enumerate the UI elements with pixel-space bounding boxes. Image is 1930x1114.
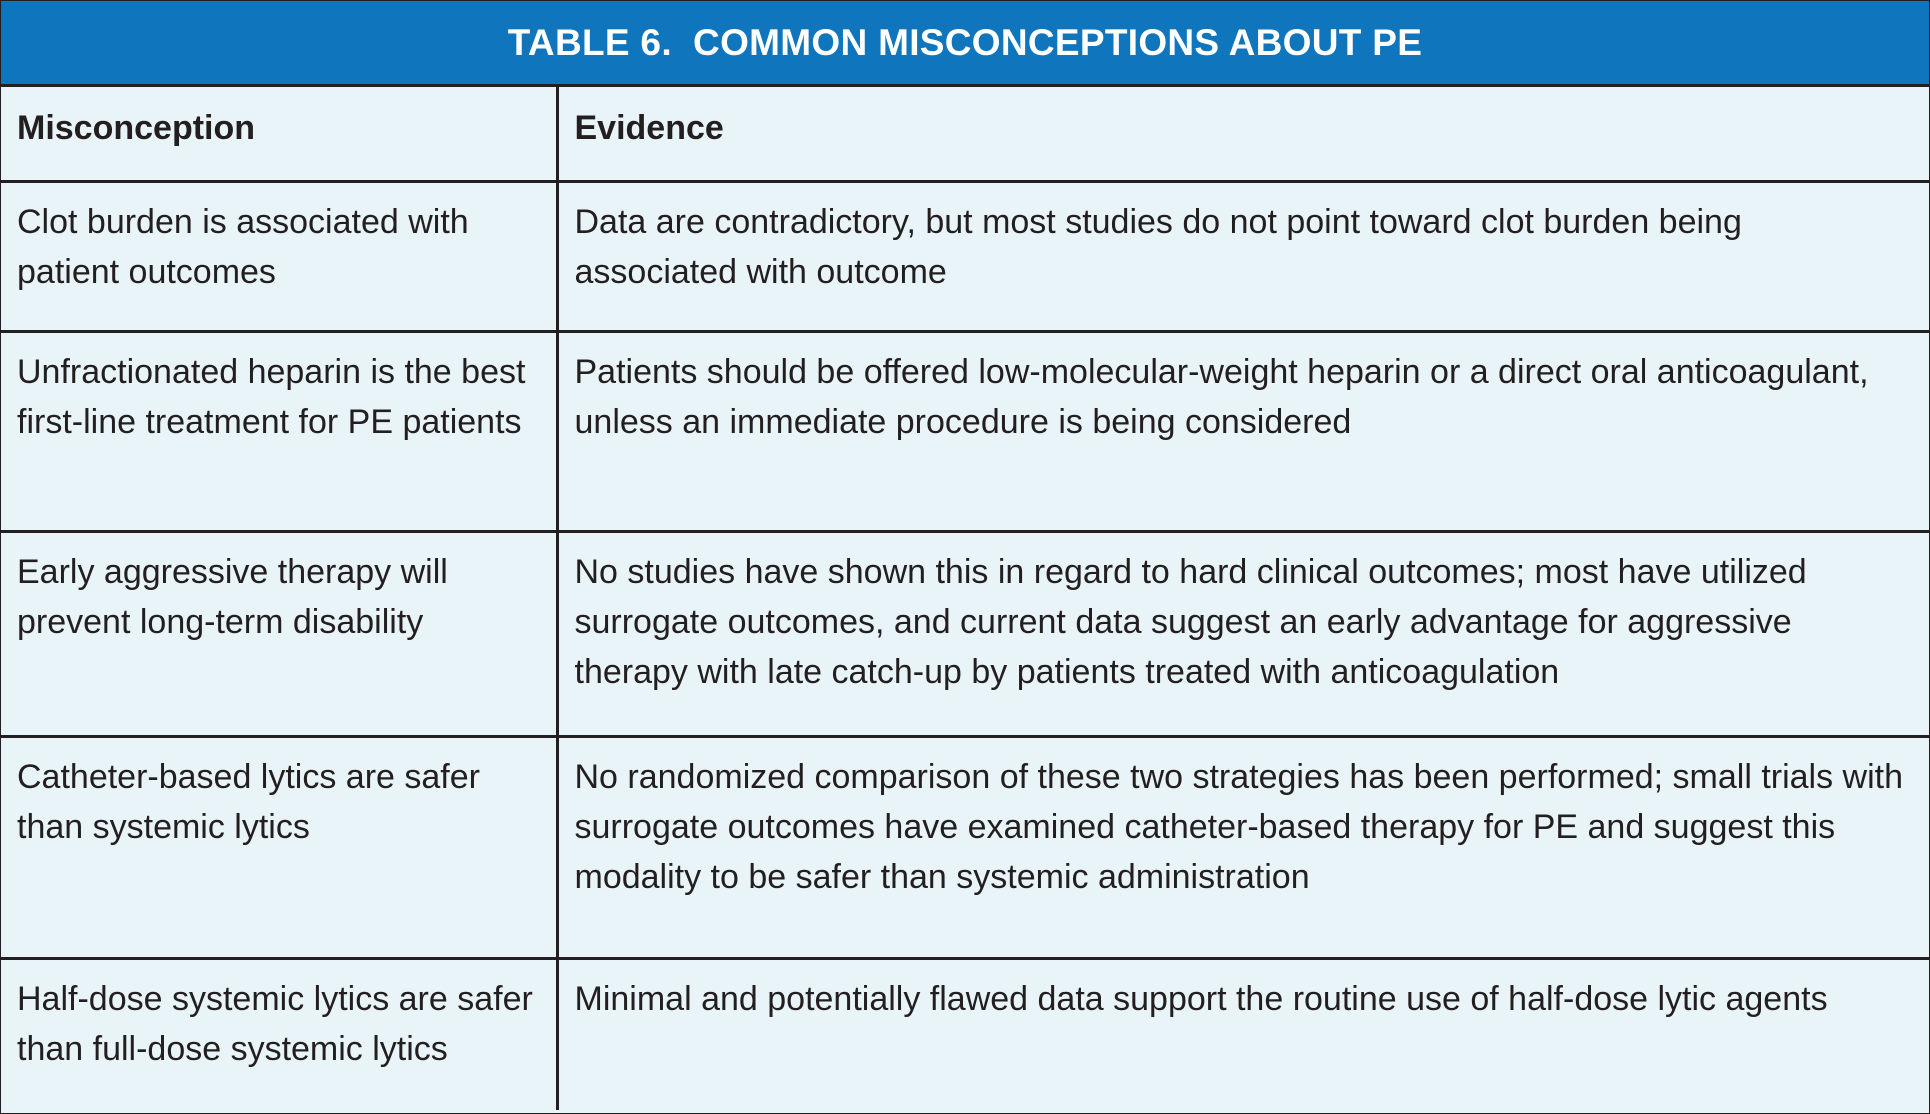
misconception-cell: Unfractionated heparin is the best first-line treatment for PE patients — [1, 331, 557, 531]
evidence-cell: Patients should be offered low-molecular-weight heparin or a direct oral anticoagulant, unless an immediate procedure is being considered — [557, 331, 1929, 531]
misconception-cell: Catheter-based lytics are safer than systemic lytics — [1, 736, 557, 958]
table-title: TABLE 6. COMMON MISCONCEPTIONS ABOUT PE — [507, 21, 1423, 63]
header-row — [1, 87, 1929, 181]
evidence-cell: Data are contradictory, but most studies do not point toward clot burden being associated with outcome — [557, 181, 1929, 331]
column-header-misconception: Misconception — [1, 87, 557, 181]
misconception-cell: Clot burden is associated with patient outcomes — [1, 181, 557, 331]
evidence-cell: Minimal and potentially flawed data support the routine use of half-dose lytic agents — [557, 958, 1929, 1110]
misconception-cell: Half-dose systemic lytics are safer than full-dose systemic lytics — [1, 958, 557, 1110]
table-title-bar — [1, 1, 1929, 87]
misconception-cell: Early aggressive therapy will prevent long-term disability — [1, 531, 557, 736]
evidence-cell: No randomized comparison of these two strategies has been performed; small trials with surrogate outcomes have examined catheter-based therapy for PE and suggest this modality to be safer than systemic administration — [557, 736, 1929, 958]
table-row — [1, 331, 1929, 531]
table-row — [1, 531, 1929, 736]
table-row — [1, 736, 1929, 958]
table-row — [1, 958, 1929, 1110]
column-header-evidence: Evidence — [557, 87, 1929, 181]
misconceptions-grid — [1, 87, 1929, 1110]
table-row — [1, 181, 1929, 331]
evidence-cell: No studies have shown this in regard to hard clinical outcomes; most have utilized surrogate outcomes, and current data suggest an early advantage for aggressive therapy with late catch-up by patients treated with anticoagulation — [557, 531, 1929, 736]
